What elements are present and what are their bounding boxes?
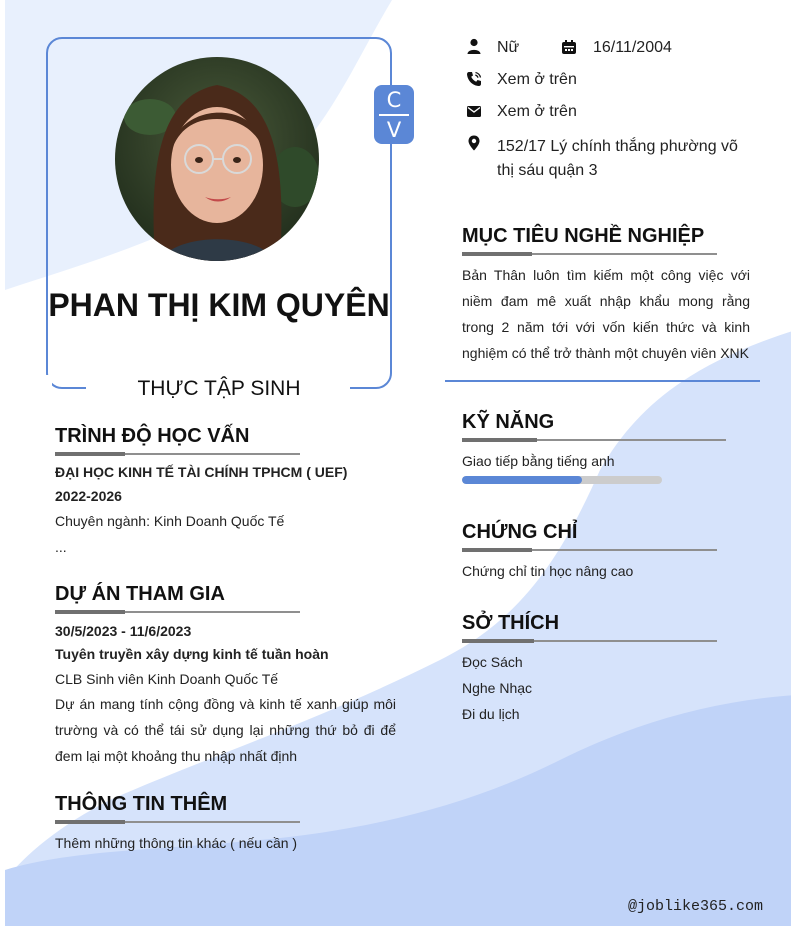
certificates-rule bbox=[462, 549, 717, 551]
cv-badge-bottom: V bbox=[386, 118, 402, 142]
hobbies-rule bbox=[462, 640, 717, 642]
email-value: Xem ở trên bbox=[497, 103, 577, 120]
cv-badge bbox=[374, 85, 414, 144]
objective-heading: MỤC TIÊU NGHỀ NGHIỆP bbox=[462, 225, 705, 247]
candidate-title: THỰC TẬP SINH bbox=[137, 377, 301, 400]
certificate-item: Chứng chỉ tin học nâng cao bbox=[462, 563, 634, 579]
skill-level-fill bbox=[462, 476, 582, 484]
project-description: Dự án mang tính cộng đồng và kinh tế xanh giúp môi trường và có thể tái sử dụng lại những thứ bỏ đi để đem lại một khoảng thu nhập nhất định bbox=[55, 696, 396, 764]
education-major: Chuyên ngành: Kinh Doanh Quốc Tế bbox=[55, 513, 285, 529]
gender-value: Nữ bbox=[497, 39, 520, 56]
skill-label: Giao tiếp bằng tiếng anh bbox=[462, 453, 615, 469]
hobbies-heading: SỞ THÍCH bbox=[462, 612, 560, 634]
candidate-name: PHAN THỊ KIM QUYÊN bbox=[48, 287, 390, 323]
location-icon bbox=[466, 135, 482, 151]
user-icon bbox=[466, 38, 482, 54]
cv-badge-top: C bbox=[386, 88, 402, 112]
additional-rule bbox=[55, 821, 300, 823]
cv-badge-divider bbox=[379, 114, 409, 116]
birthdate-value: 16/11/2004 bbox=[593, 39, 672, 56]
objective-rule bbox=[462, 253, 717, 255]
skill-level-bar bbox=[462, 476, 662, 484]
calendar-icon bbox=[561, 39, 577, 55]
project-dates: 30/5/2023 - 11/6/2023 bbox=[55, 623, 192, 639]
hobby-item: Đọc Sách bbox=[462, 654, 523, 670]
section-divider bbox=[445, 380, 760, 382]
projects-heading: DỰ ÁN THAM GIA bbox=[55, 583, 225, 605]
additional-heading: THÔNG TIN THÊM bbox=[55, 793, 228, 815]
hobby-item: Nghe Nhạc bbox=[462, 680, 533, 696]
certificates-heading: CHỨNG CHỈ bbox=[462, 521, 578, 543]
education-rule bbox=[55, 453, 300, 455]
project-org: CLB Sinh viên Kinh Doanh Quốc Tế bbox=[55, 671, 279, 687]
objective-text: Bản Thân luôn tìm kiếm một công việc với niềm đam mê xuất nhập khẩu mong rằng trong 2 năm tới với vốn kiến thức và kinh nghiệm có thể trở thành một chuyên viên XNK bbox=[462, 267, 750, 361]
footer-watermark: @joblike365.com bbox=[627, 898, 763, 915]
hobby-item: Đi du lịch bbox=[462, 706, 520, 722]
address-value: 152/17 Lý chính thắng phường võ thị sáu quận 3 bbox=[497, 138, 738, 179]
additional-text: Thêm những thông tin khác ( nếu cần ) bbox=[55, 835, 298, 851]
education-school: ĐẠI HỌC KINH TẾ TÀI CHÍNH TPHCM ( UEF) bbox=[55, 464, 348, 480]
mail-icon bbox=[466, 103, 482, 119]
projects-rule bbox=[55, 611, 300, 613]
education-heading: TRÌNH ĐỘ HỌC VẤN bbox=[55, 425, 250, 447]
skills-rule bbox=[462, 439, 726, 441]
project-name: Tuyên truyền xây dựng kinh tế tuần hoàn bbox=[55, 646, 329, 662]
avatar bbox=[115, 57, 319, 261]
education-years: 2022-2026 bbox=[55, 488, 122, 504]
education-more: ... bbox=[55, 539, 67, 555]
phone-icon bbox=[466, 71, 482, 87]
skills-heading: KỸ NĂNG bbox=[462, 411, 555, 433]
phone-value: Xem ở trên bbox=[497, 71, 577, 88]
